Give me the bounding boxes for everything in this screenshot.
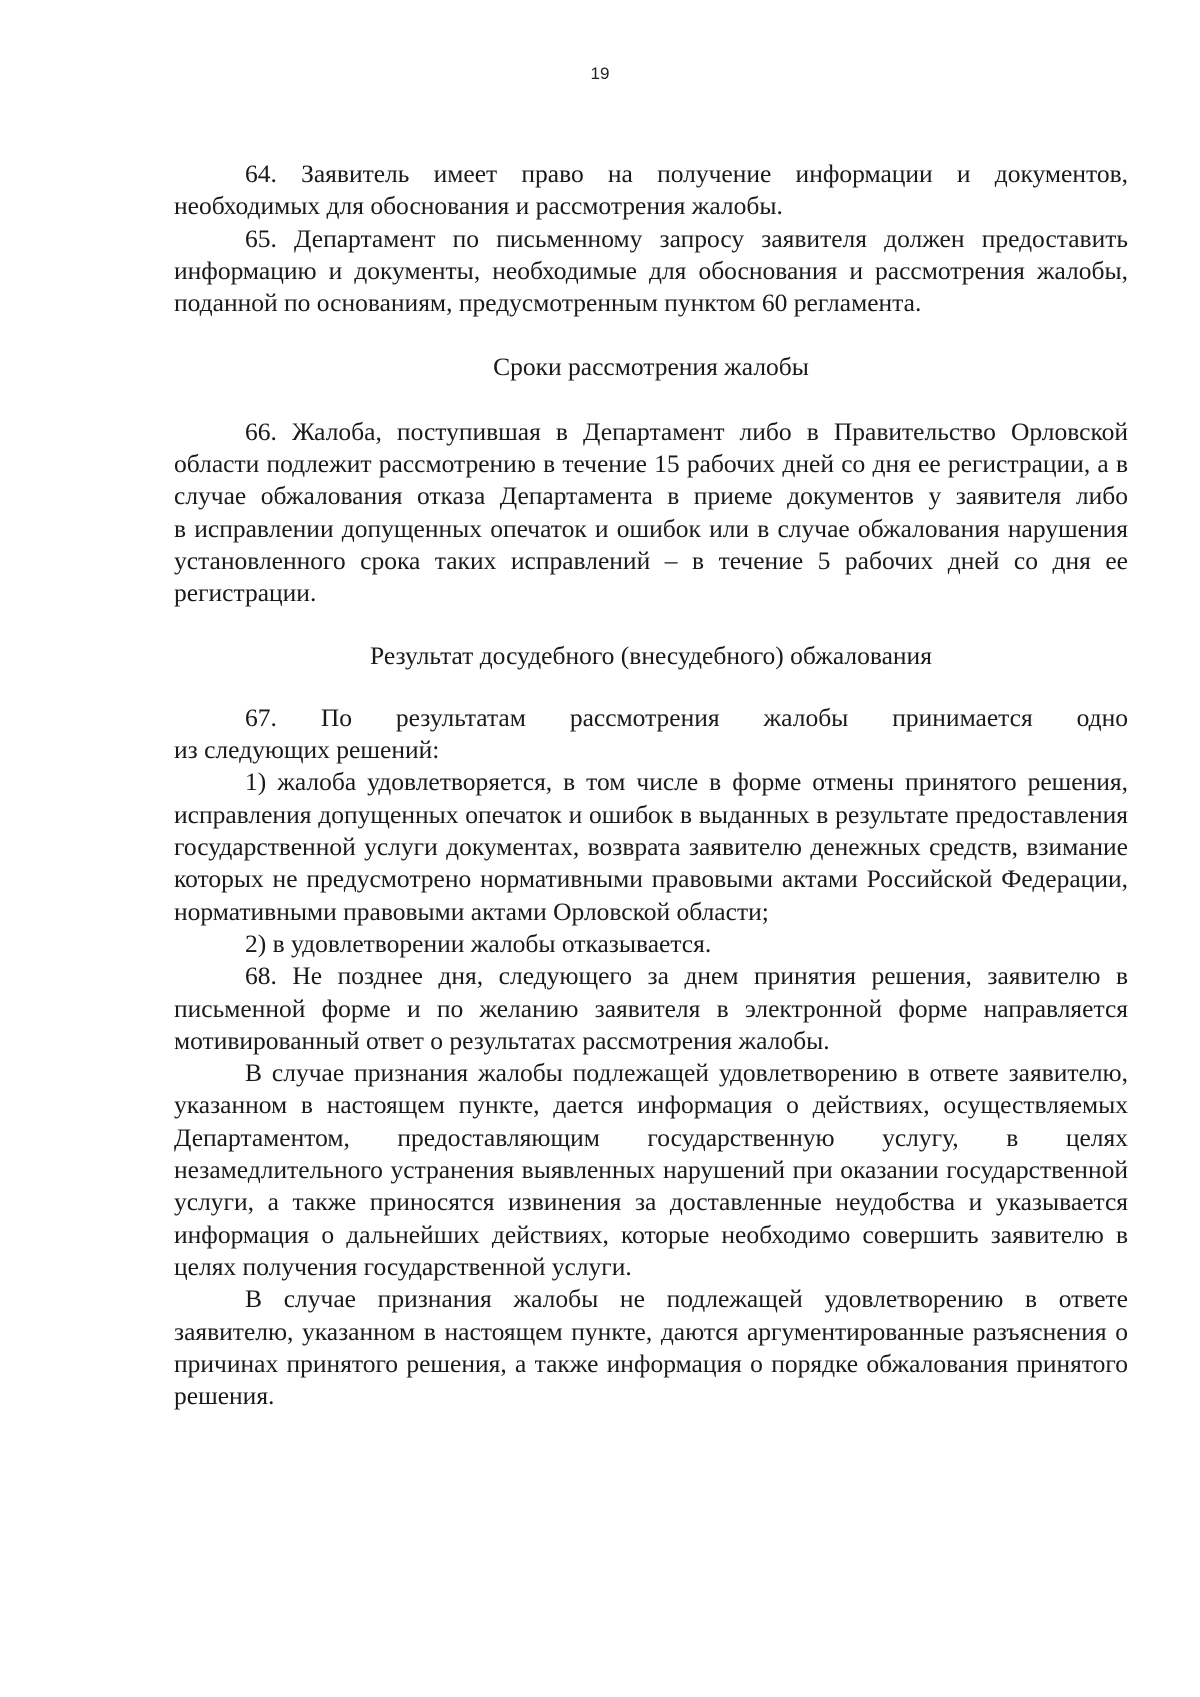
paragraph-67-item1: 1) жалоба удовлетворяется, в том числе в форме отмены принятого решения, исправления допущенных опечаток и ошибок в выданных в результате предоставления государственной услуги документах, возврата заявителю денежных средств, взимание которых не предусмотрено нормативными правовыми актами Российской Федерации, нормативными правовыми актами Орловской области; (174, 767, 1128, 926)
paragraph-67-part1: 67. По результатам рассмотрения жалобы принимается одно (245, 702, 1128, 732)
paragraph-67-part2: из следующих решений: (174, 735, 440, 765)
paragraph-68-rejected: В случае признания жалобы не подлежащей удовлетворению в ответе заявителю, указанном в настоящем пункте, даются аргументированные разъяснения о причинах принятого решения, а также информация о порядке обжалования принятого решения. (174, 1284, 1128, 1411)
paragraph-68: 68. Не позднее дня, следующего за днем принятия решения, заявителю в письменной форме и по желанию заявителя в электронной форме направляется мотивированный ответ о результатах рассмотрения жалобы. (174, 961, 1128, 1055)
paragraph-68-satisfied: В случае признания жалобы подлежащей удовлетворению в ответе заявителю, указанном в настоящем пункте, дается информация о действиях, осуществляемых Департаментом, предоставляющим государственную услугу, в целях незамедлительного устранения выявленных нарушений при оказании государственной услуги, а также приносятся извинения за доставленные неудобства и указывается информация о дальнейших действиях, которые необходимо совершить заявителю в целях получения государственной услуги. (174, 1058, 1128, 1281)
document-body (174, 158, 1128, 1412)
paragraph-64: 64. Заявитель имеет право на получение информации и документов, необходимых для обоснования и рассмотрения жалобы. (174, 159, 1128, 221)
page-number: 19 (590, 64, 610, 83)
section-heading-result: Результат досудебного (внесудебного) обжалования (370, 640, 932, 670)
paragraph-66-part2: в исправлении допущенных опечаток и ошибок или в случае обжалования нарушения установленного срока таких исправлений – в течение 5 рабочих дней со дня ее регистрации. (174, 513, 1128, 608)
section-heading-terms: Сроки рассмотрения жалобы (493, 352, 809, 382)
paragraph-66-part1: 66. Жалоба, поступившая в Департамент либо в Правительство Орловской области подлежит рассмотрению в течение 15 рабочих дней со дня ее регистрации, а в случае обжалования отказа Департамента в приеме документов у заявителя либо (174, 416, 1128, 511)
paragraph-67-item2: 2) в удовлетворении жалобы отказывается. (245, 928, 712, 958)
paragraph-65: 65. Департамент по письменному запросу заявителя должен предоставить информацию и документы, необходимые для обоснования и рассмотрения жалобы, поданной по основаниям, предусмотренным пунктом 60 регламента. (174, 223, 1128, 318)
